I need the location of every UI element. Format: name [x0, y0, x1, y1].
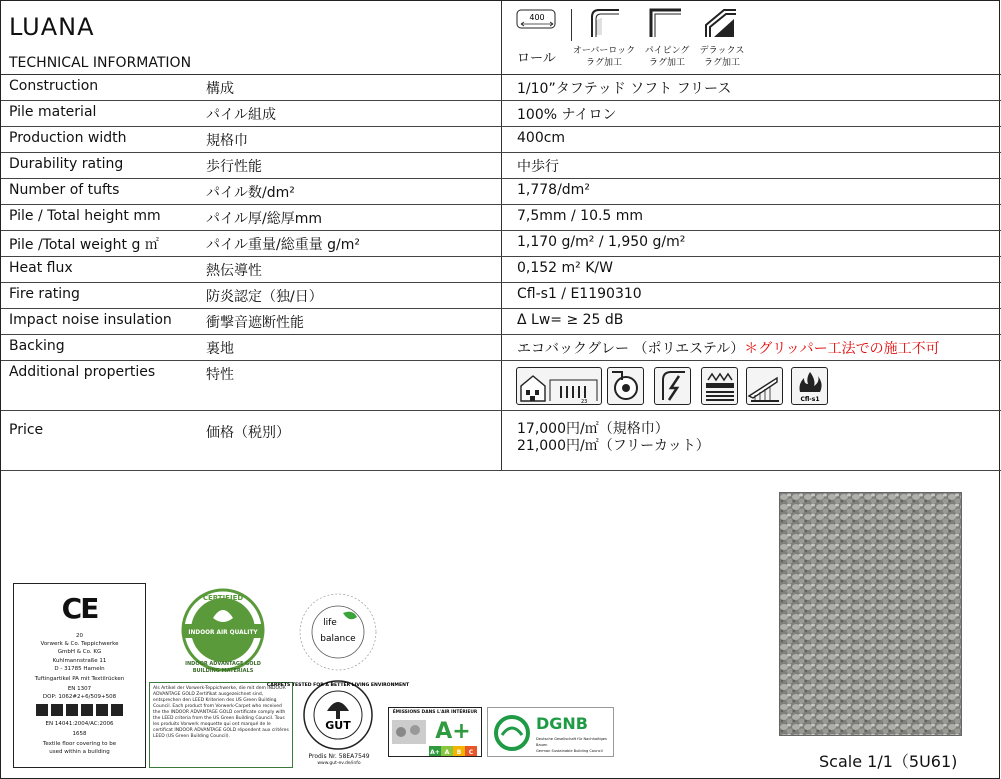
spec-row-production-width: Production width 規格巾 400cm	[1, 127, 1001, 153]
backing-warning: ＊グリッパー工法での施工不可	[744, 341, 940, 357]
spec-row-heat-flux: Heat flux 熱伝導性 0,152 m² K/W	[1, 257, 1001, 283]
stair-count-label: 23	[581, 399, 588, 405]
ce-declaration-box	[13, 583, 146, 768]
ce-declaration-text: 20 Vorwerk & Co. Teppichwerke GmbH & Co. KG Kuhlmannstraße 11 D - 31785 Hameln Tuftingartikel PA mit Textilrücken EN 1307 DOP: 1062#2+6/509+508 EN 14041:2004/AC:2006 1658 Textile floor covering to be used within a building	[34, 633, 125, 756]
svg-text:A+: A+	[430, 749, 440, 756]
svg-text:A+: A+	[435, 719, 471, 744]
fire-class-label: Cfl-s1	[800, 396, 820, 403]
svg-text:A: A	[444, 749, 450, 756]
ce-mark: CE	[61, 592, 98, 625]
spec-row-price: Price 価格（税別） 17,000円/㎡（規格巾） 21,000円/㎡（フリーカット）	[1, 411, 1001, 471]
spec-row-weight: Pile /Total weight g ㎡ パイル重量/総重量 g/m² 1,170 g/m² / 1,950 g/m²	[1, 231, 1001, 257]
house-classroom-icon	[516, 367, 602, 405]
chair-castor-icon	[607, 367, 644, 405]
deluxe-icon	[704, 7, 738, 43]
spec-row-backing: Backing 裏地 エコバックグレー （ポリエステル）＊グリッパー工法での施工不可	[1, 335, 1001, 361]
carpet-sample-image	[779, 492, 962, 736]
spec-row-pile-material: Pile material パイル組成 100% ナイロン	[1, 101, 1001, 127]
svg-text:CARPETS TESTED FOR A BETTER LI: CARPETS TESTED FOR A BETTER LIVING ENVIRONMENT	[266, 683, 410, 688]
piping-icon	[649, 7, 683, 43]
dgnb-logo: DGNB Deutsche Gesellschaft für Nachhaltiges Bauen German Sustainable Building Council	[487, 707, 614, 757]
svg-text:B: B	[456, 749, 462, 756]
spec-row-fire-rating: Fire rating 防炎認定（独/日） Cfl-s1 / E1190310	[1, 283, 1001, 309]
antistatic-icon	[654, 367, 691, 405]
iaq-caption: INDOOR ADVANTAGE GOLD BUILDING MATERIALS	[185, 661, 261, 674]
gut-caption: Prodis Nr. 58EA7549 www.gut-ev.de/info	[308, 753, 370, 766]
leed-note: Als Artikel der Vorwerk-Teppichwerke, die mit dem INDOOR ADVANTAGE GOLD Zertifikat ausgezeichnet sind, entsprechen den LEED Kriterien des US Green Building Council. Each product from Vorwerk-Carpet who received the the INDOOR ADVANTAGE GOLD certificate comply with the LEED criteria from the US Green Building Council. Tous les produits Vorwerk moquette qui ont marqué de le certificat INDOOR ADVANTAGE GOLD répondent aux critères LEED (US Green Building Council).	[149, 682, 293, 768]
sample-scale-caption: Scale 1/1（5U61)	[819, 752, 958, 771]
spec-row-durability: Durability rating 歩行性能 中歩行	[1, 153, 1001, 179]
piping-label: パイピング ラグ加工	[644, 46, 690, 68]
spec-row-construction: Construction 構成 1/10”タフテッド ソフト フリース	[1, 75, 1001, 101]
roll-label: ロール	[517, 51, 556, 66]
roll-icon	[515, 7, 559, 43]
icon-separator	[571, 9, 572, 41]
overlock-label: オーバーロック ラグ加工	[572, 46, 636, 68]
overlock-icon	[589, 7, 621, 43]
fire-cfl-s1-icon	[791, 367, 828, 405]
emission-label: ÉMISSIONS DANS L'AIR INTÉRIEUR A+ A+ A B C	[388, 707, 482, 757]
deluxe-label: デラックス ラグ加工	[699, 46, 745, 68]
svg-text:balance: balance	[320, 634, 356, 644]
life-balance-seal	[297, 591, 379, 677]
spec-row-height: Pile / Total height mm パイル厚/総厚mm 7,5mm / 10.5 mm	[1, 205, 1001, 231]
svg-text:GUT: GUT	[325, 719, 351, 732]
spec-row-impact-noise: Impact noise insulation 衝撃音遮断性能 Δ Lw= ≥ 25 dB	[1, 309, 1001, 335]
svg-text:INDOOR AIR QUALITY: INDOOR AIR QUALITY	[188, 630, 258, 636]
svg-text:CERTIFIED: CERTIFIED	[202, 594, 244, 602]
section-subtitle: TECHNICAL INFORMATION	[9, 55, 192, 71]
underfloor-heating-icon	[701, 367, 738, 405]
spec-row-additional: Additional properties 特性	[1, 361, 1001, 411]
product-title: LUANA	[9, 13, 95, 41]
ce-pictograms	[35, 704, 125, 718]
svg-text:life: life	[323, 618, 337, 628]
svg-text:C: C	[468, 749, 474, 756]
carpet-texture	[780, 493, 961, 735]
stair-icon	[746, 367, 783, 405]
gut-seal	[266, 677, 410, 761]
roll-width-label: 400	[529, 13, 545, 22]
spec-row-tufts: Number of tufts パイル数/dm² 1,778/dm²	[1, 179, 1001, 205]
